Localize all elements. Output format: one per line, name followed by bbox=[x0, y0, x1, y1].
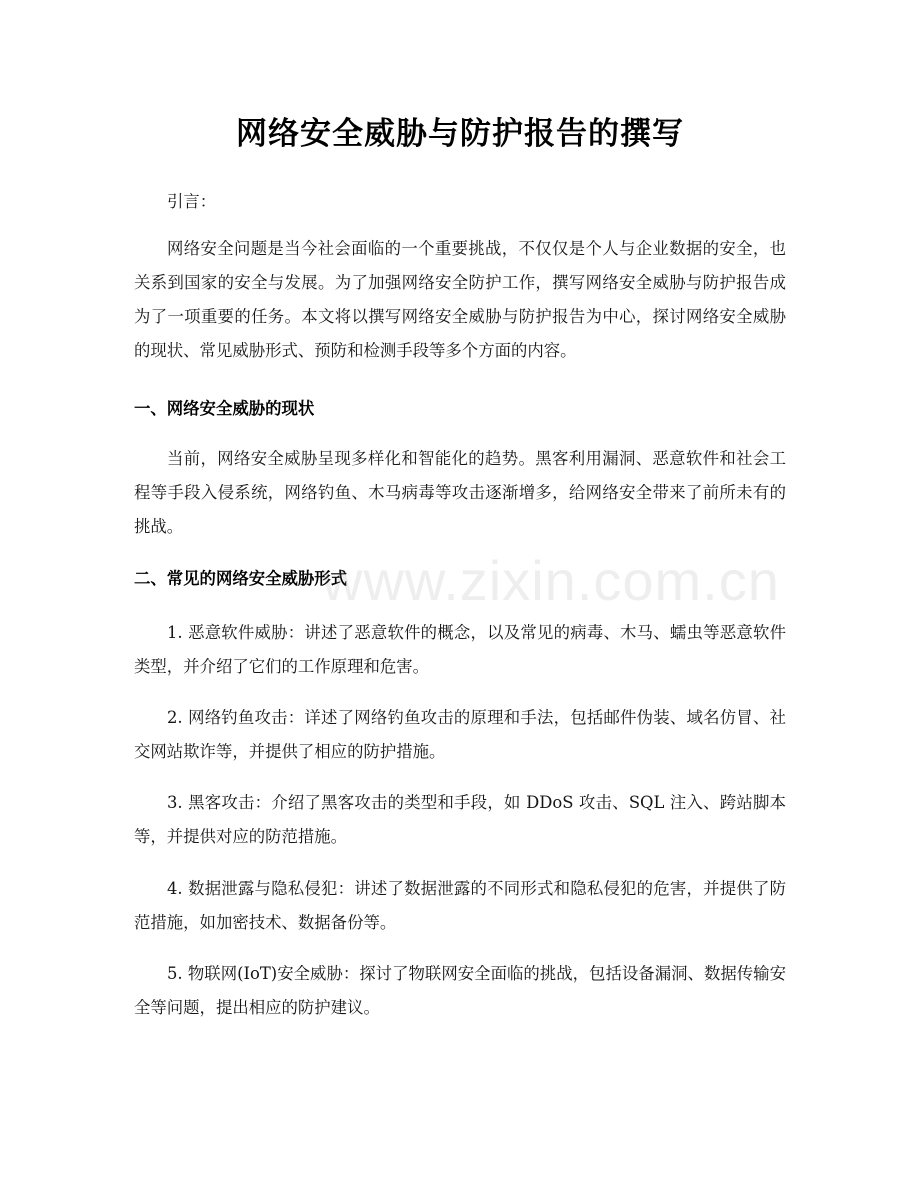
list-item-data-leak: 4. 数据泄露与隐私侵犯：讲述了数据泄露的不同形式和隐私侵犯的危害，并提供了防范措施，如加密技术、数据备份等。 bbox=[134, 879, 786, 932]
list-item-malware: 1. 恶意软件威胁：讲述了恶意软件的概念，以及常见的病毒、木马、蠕虫等恶意软件类型，并介绍了它们的工作原理和危害。 bbox=[134, 623, 786, 676]
intro-label: 引言： bbox=[167, 192, 217, 211]
document-title: 网络安全威胁与防护报告的撰写 bbox=[236, 116, 684, 152]
section-1-heading: 一、网络安全威胁的现状 bbox=[134, 399, 315, 418]
section-1-paragraph: 当前，网络安全威胁呈现多样化和智能化的趋势。黑客利用漏洞、恶意软件和社会工程等手段入侵系统，网络钓鱼、木马病毒等攻击逐渐增多，给网络安全带来了前所未有的挑战。 bbox=[134, 449, 786, 536]
section-2-heading: 二、常见的网络安全威胁形式 bbox=[134, 569, 348, 588]
list-item-hacker-attack: 3. 黑客攻击：介绍了黑客攻击的类型和手段，如 DDoS 攻击、SQL 注入、跨站脚本等，并提供对应的防范措施。 bbox=[134, 793, 786, 846]
list-item-iot-security: 5. 物联网(IoT)安全威胁：探讨了物联网安全面临的挑战，包括设备漏洞、数据传输安全等问题，提出相应的防护建议。 bbox=[134, 964, 786, 1017]
watermark: www.zixin.com.cn bbox=[322, 549, 780, 612]
intro-paragraph: 网络安全问题是当今社会面临的一个重要挑战，不仅仅是个人与企业数据的安全，也关系到国家的安全与发展。为了加强网络安全防护工作，撰写网络安全威胁与防护报告成为了一项重要的任务。本文将以撰写网络安全威胁与防护报告为中心，探讨网络安全威胁的现状、常见威胁形式、预防和检测手段等多个方面的内容。 bbox=[134, 239, 786, 360]
list-item-phishing: 2. 网络钓鱼攻击：详述了网络钓鱼攻击的原理和手法，包括邮件伪装、域名仿冒、社交网站欺诈等，并提供了相应的防护措施。 bbox=[134, 708, 786, 761]
